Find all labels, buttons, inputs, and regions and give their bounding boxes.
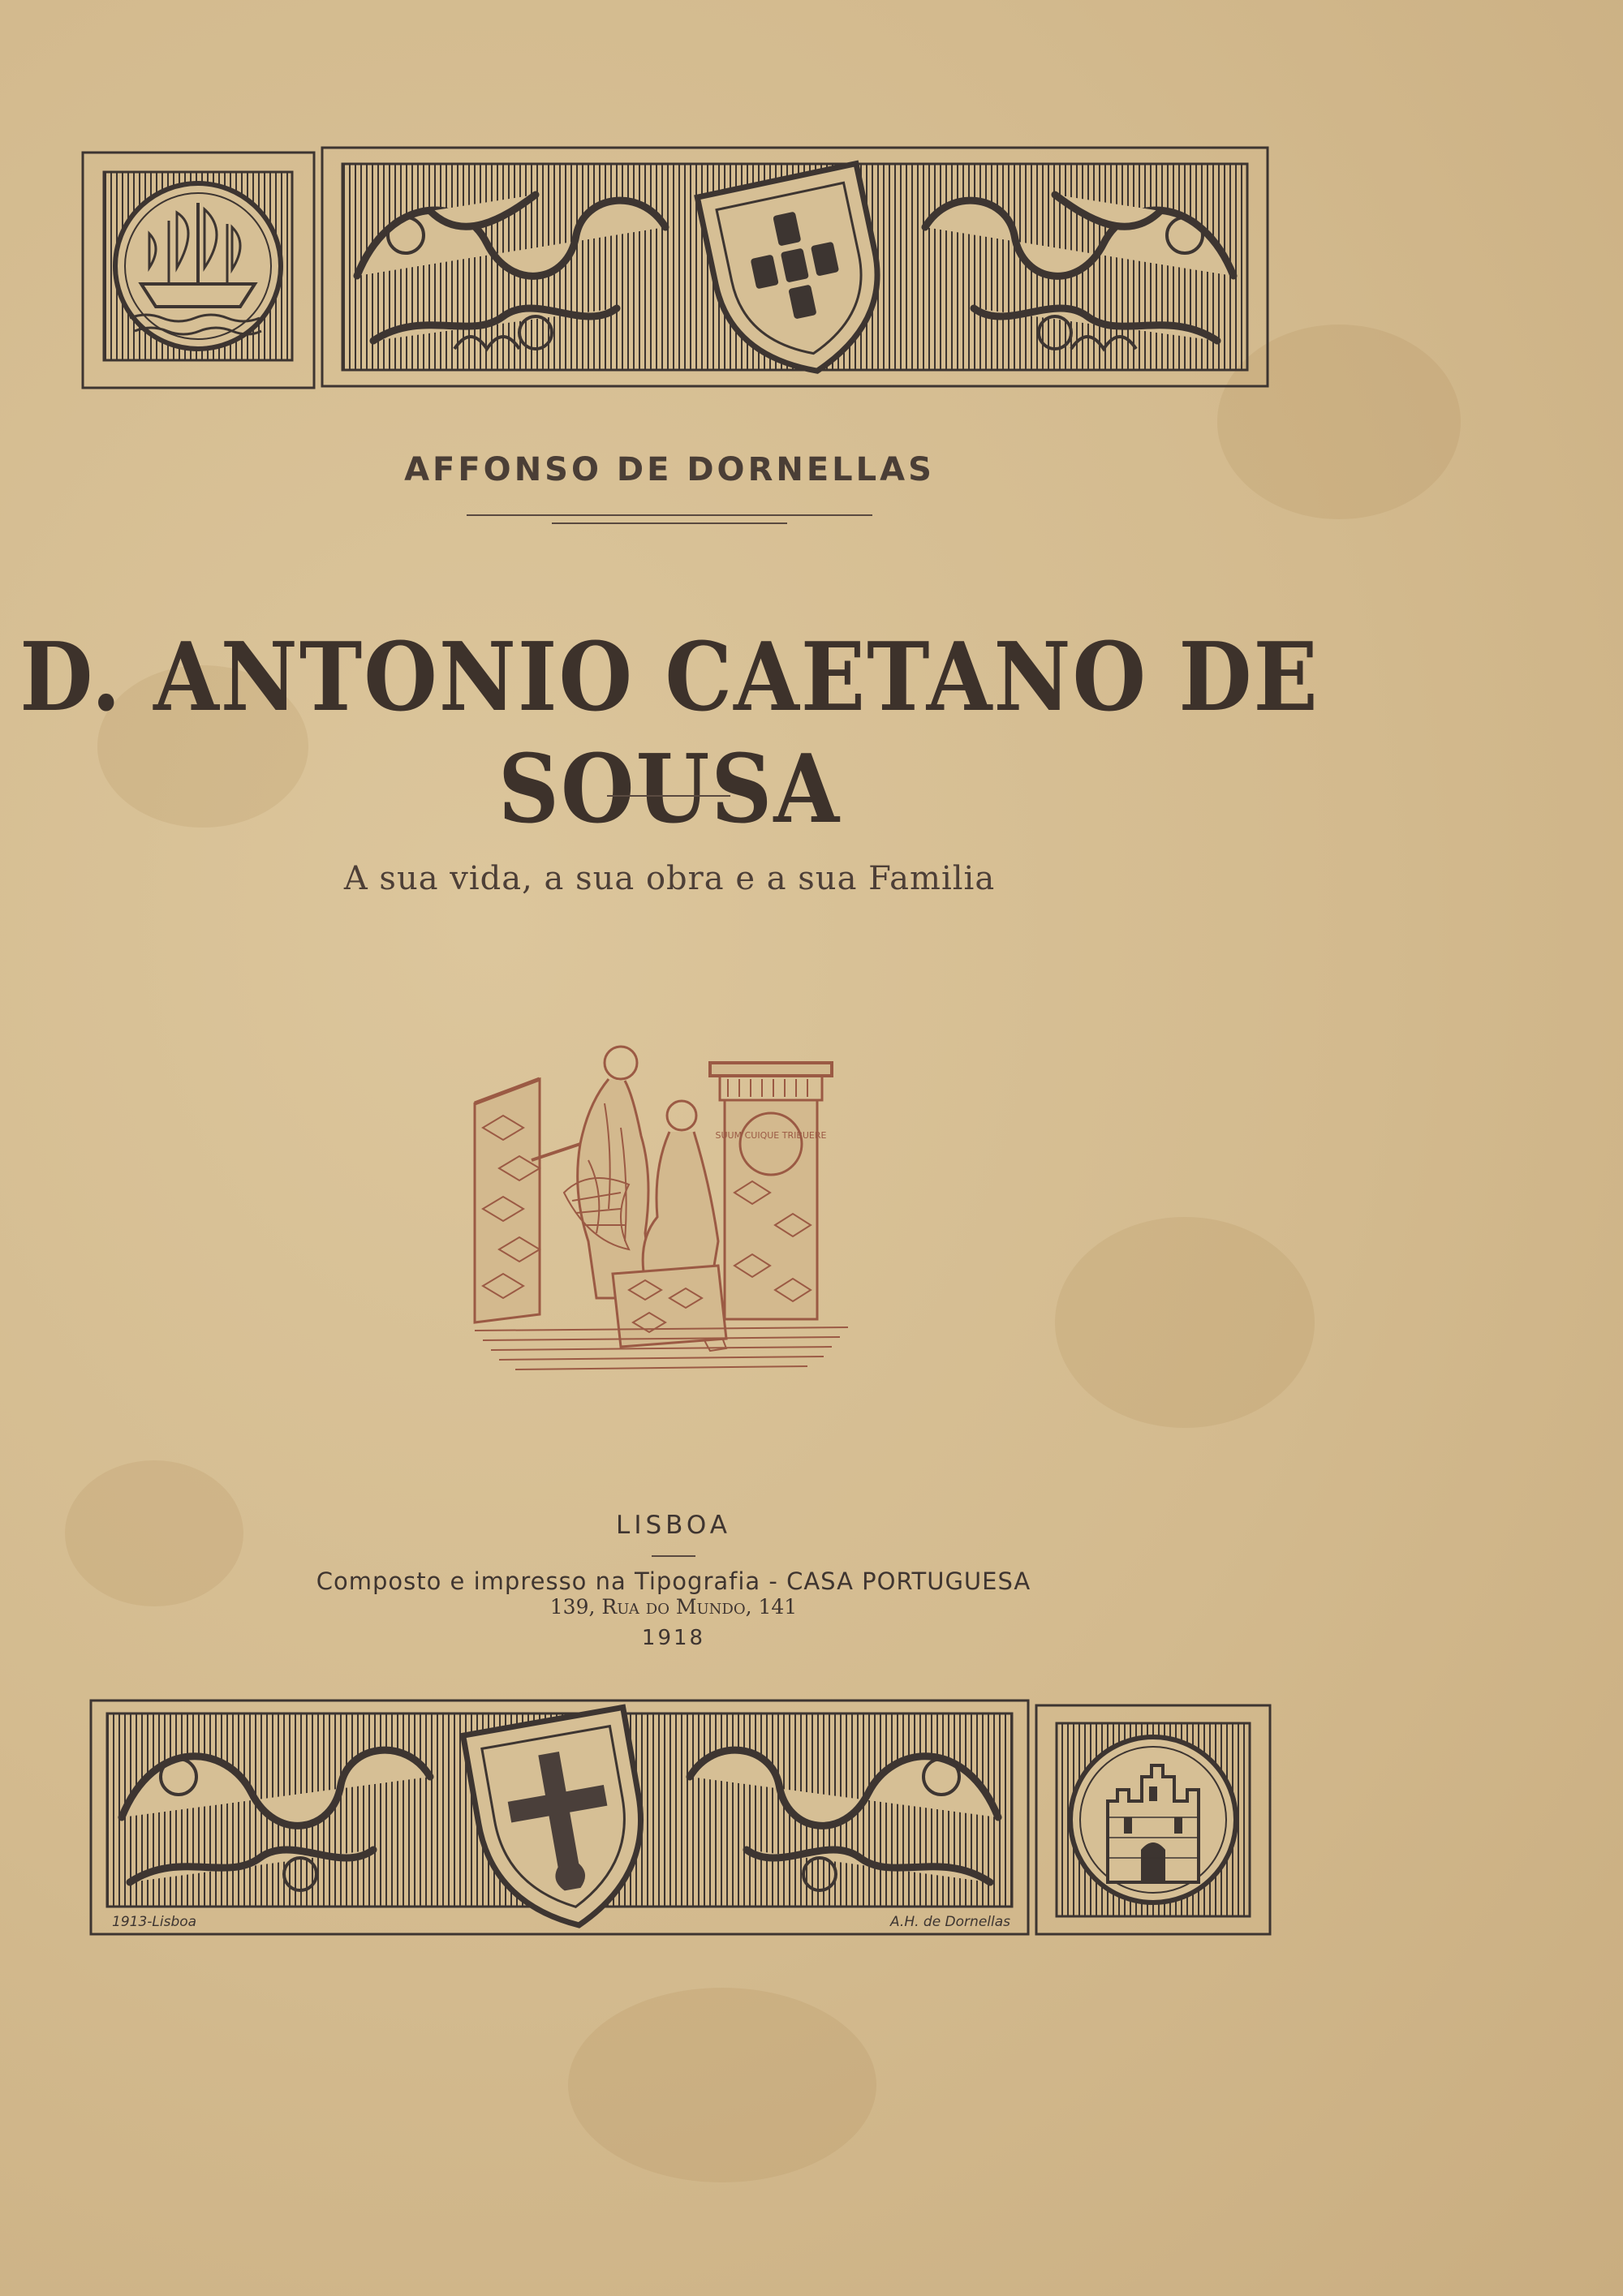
seated-figures-illustration [467,1030,864,1395]
signature-right: A.H. de Dornellas [889,1914,1010,1930]
caravel-icon [115,183,281,349]
paper-stain [568,1988,876,2182]
imprint-printer: Composto e impresso na Tipografia - CASA PORTUGUESA [316,1567,1031,1595]
imprint-address: 139, Rua do Mundo, 141 [549,1595,798,1619]
caravel-panel [83,153,314,388]
author-name: AFFONSO DE DORNELLAS [404,451,935,488]
author-rule-upper [467,514,872,516]
signature-left: 1913-Lisboa [112,1914,197,1930]
foliage-panel-bottom [91,1701,1028,1939]
column-inscription: SUUM CUIQUE TRIBUERE [715,1130,827,1141]
paper-stain [1055,1217,1315,1428]
imprint-rule [652,1555,695,1557]
book-title: D. ANTONIO CAETANO DE SOUSA [19,621,1319,845]
foliage-panel [322,148,1268,388]
castle-panel [1036,1705,1270,1934]
imprint-year: 1918 [641,1626,706,1650]
bottom-ornamental-banner [89,1696,1274,1939]
castle-icon [1070,1737,1236,1903]
title-rule [607,795,730,797]
author-rule-lower [552,522,787,524]
top-ornamental-banner [81,146,1270,389]
imprint-city: LISBOA [616,1511,731,1540]
book-subtitle: A sua vida, a sua obra e a sua Familia [343,860,996,897]
